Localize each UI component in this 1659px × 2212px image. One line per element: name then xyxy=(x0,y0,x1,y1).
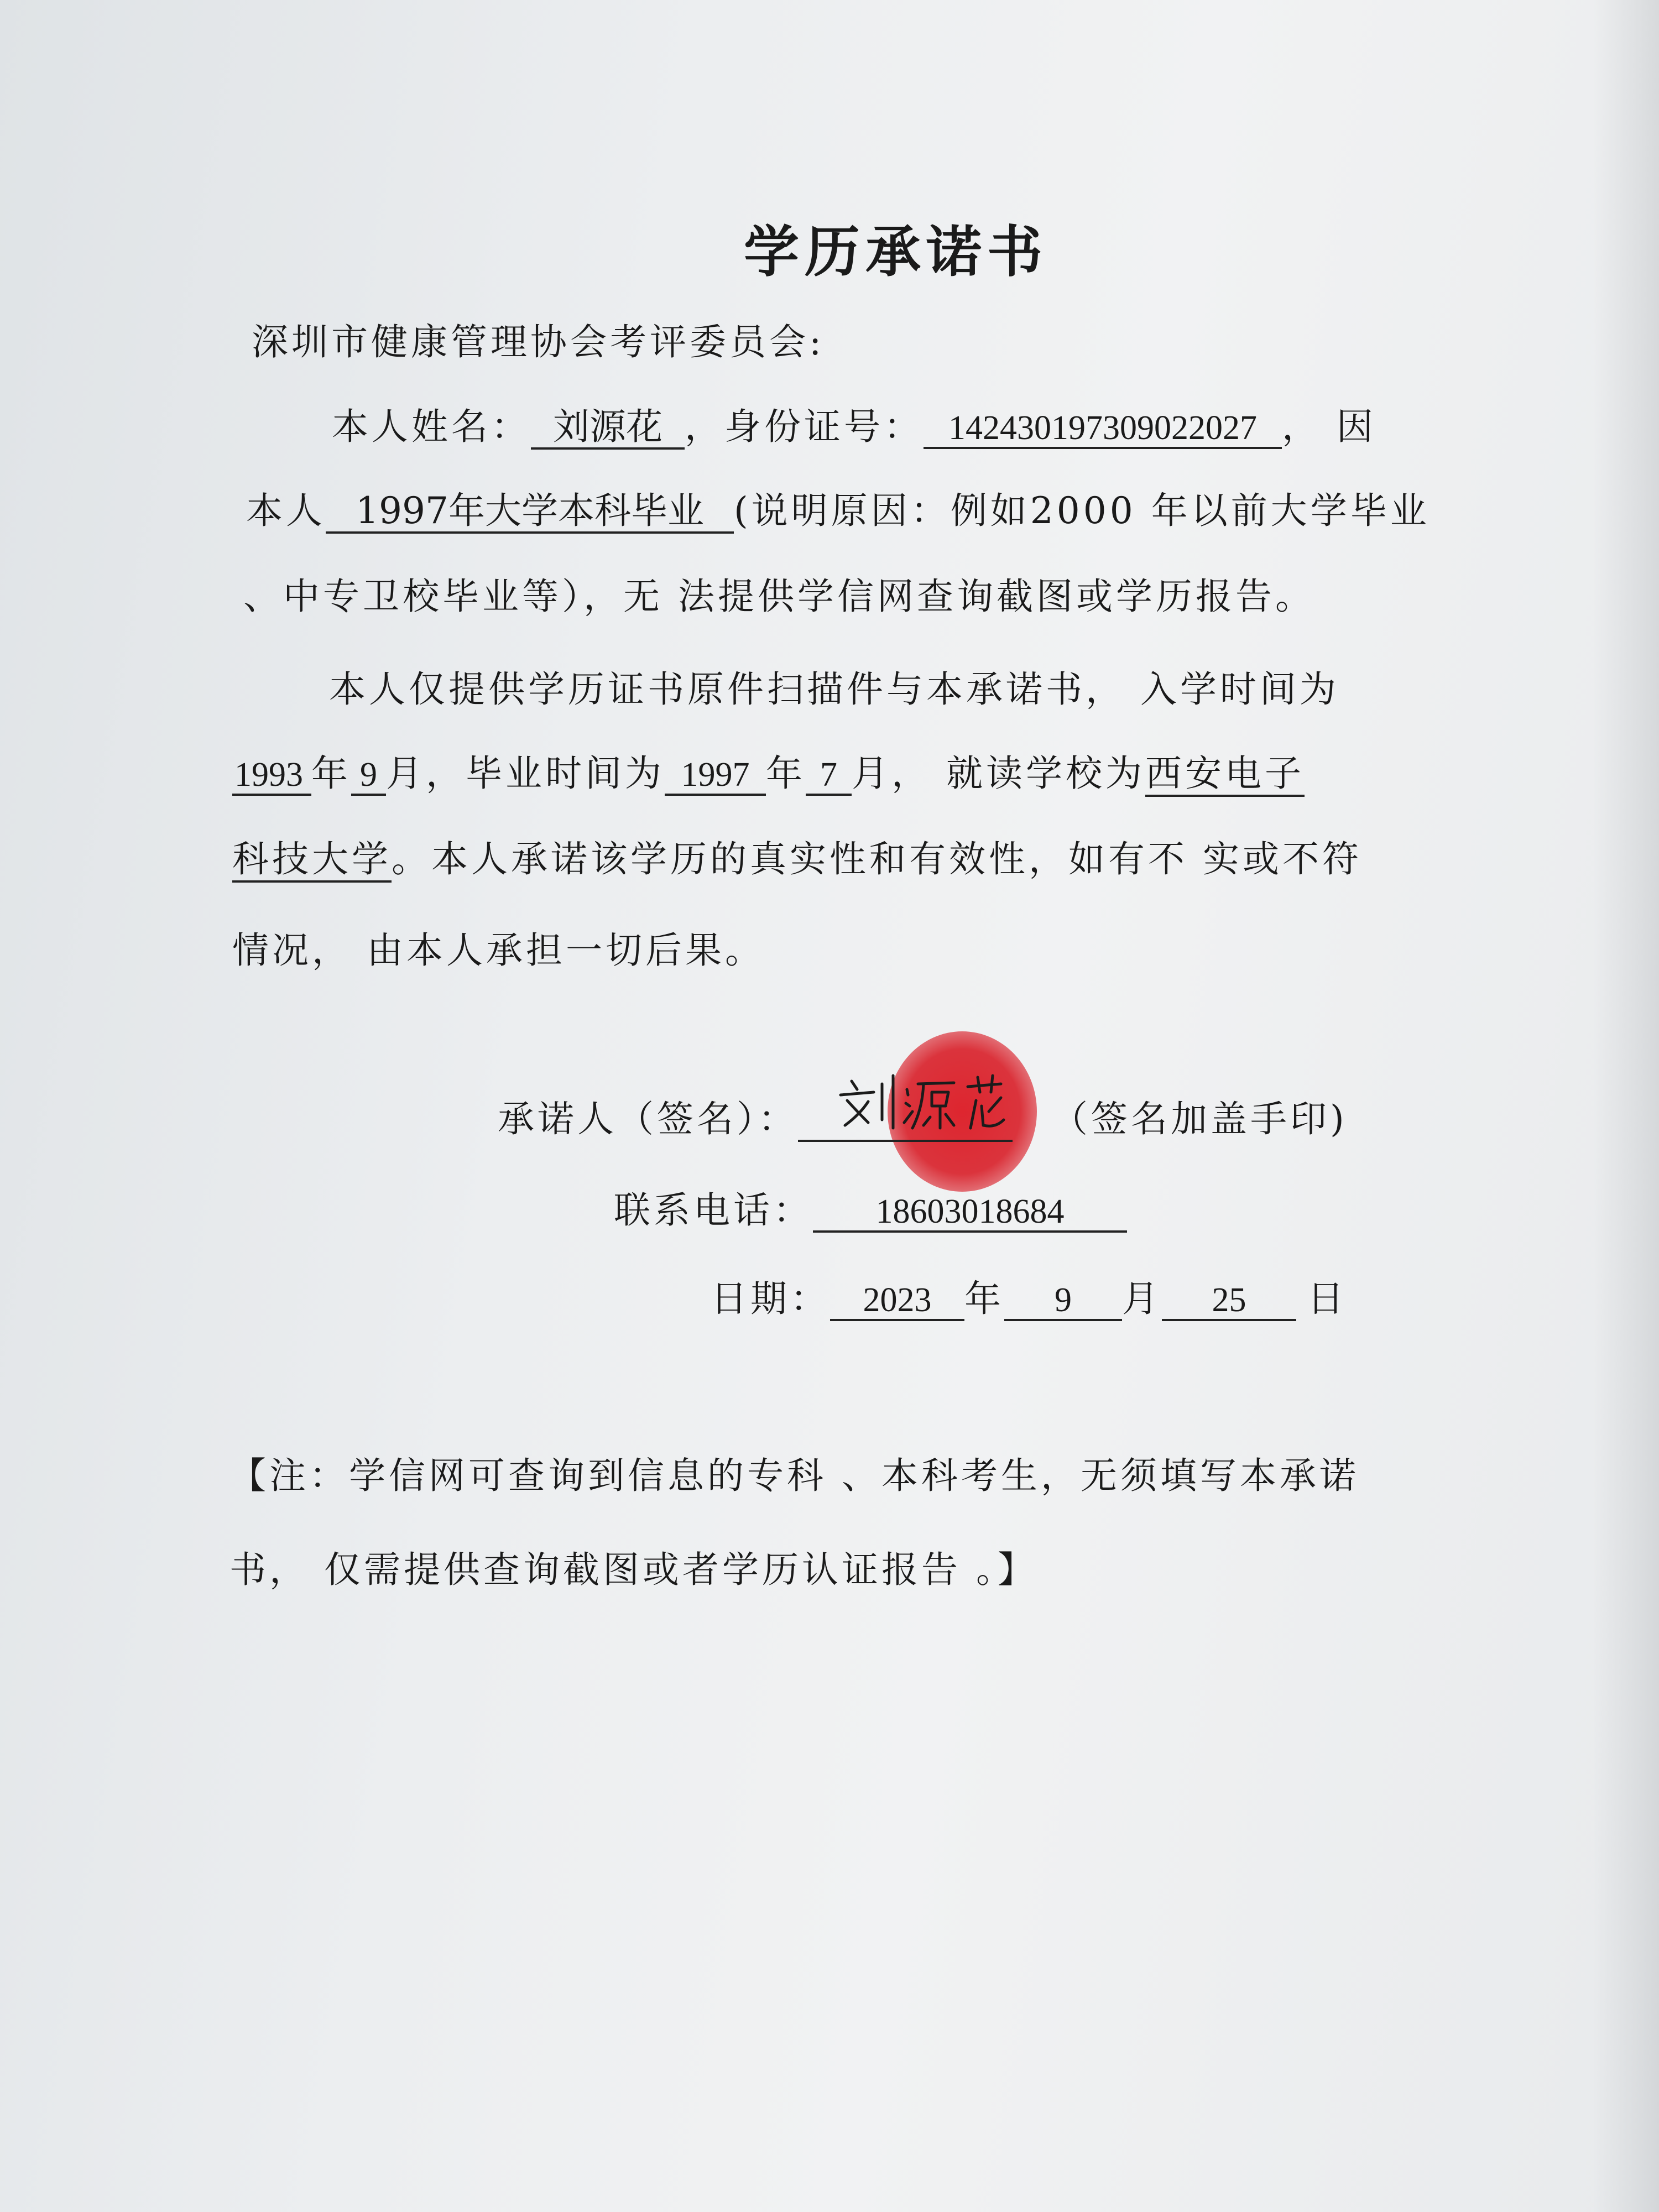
para2-line2 xyxy=(232,744,1305,796)
handwritten-signature xyxy=(835,1067,1034,1134)
school-field-part1: 西安电子 xyxy=(1145,752,1305,797)
reason-field: 1997年大学本科毕业 xyxy=(326,491,734,534)
id-number-field: 142430197309022027 xyxy=(924,409,1282,449)
grad-year-char: 年 xyxy=(766,752,806,795)
note-line1: 【注：学信网可查询到信息的专科 、本科考生，无须填写本承诺 xyxy=(229,1454,1359,1497)
para1-line1 xyxy=(332,397,1376,450)
name-field: 刘源花 xyxy=(531,407,685,450)
para1-line3: 、中专卫校毕业等），无 法提供学信网查询截图或学历报告。 xyxy=(243,575,1315,618)
enroll-month-field: 9 xyxy=(351,756,386,796)
grad-month-field: 7 xyxy=(806,756,852,796)
para2-line3-rest: 。本人承诺该学历的真实性和有效性，如有不 实或不符 xyxy=(392,838,1362,880)
enroll-year-field: 1993 xyxy=(232,756,311,796)
date-label: 日期： xyxy=(711,1277,830,1320)
para2-line1: 本人仅提供学历证书原件扫描件与本承诺书， 入学时间为 xyxy=(329,668,1339,711)
reason-text: (说明原因：例如2000 年以前大学毕业 xyxy=(734,489,1430,532)
page-edge-shadow xyxy=(1593,0,1659,2212)
para1-line2 xyxy=(246,481,1430,534)
id-suffix: ， 因 xyxy=(1282,405,1376,448)
signer-label: 承诺人（签名）： xyxy=(498,1098,798,1140)
name-label: 本人姓名： xyxy=(332,405,531,448)
grad-year-field: 1997 xyxy=(665,756,766,796)
date-day-char: 日 xyxy=(1307,1277,1347,1320)
note-line2: 书， 仅需提供查询截图或者学历认证报告 。】 xyxy=(229,1548,1037,1591)
school-field-part2: 科技大学 xyxy=(232,838,392,883)
grad-label: ，毕业时间为 xyxy=(426,752,665,795)
id-label: ，身份证号： xyxy=(685,405,924,448)
date-month-char: 月 xyxy=(1122,1277,1162,1320)
date-year-char: 年 xyxy=(964,1277,1004,1320)
school-label: ， 就读学校为 xyxy=(891,752,1145,795)
addressee: 深圳市健康管理协会考评委员会: xyxy=(252,321,825,363)
signer-note: （签名加盖手印) xyxy=(1051,1098,1348,1140)
phone-field: 18603018684 xyxy=(813,1193,1127,1233)
date-day-field: 25 xyxy=(1162,1281,1296,1321)
document-title: 学历承诺书 xyxy=(744,219,1048,284)
phone-line xyxy=(614,1181,1127,1233)
enroll-year-char: 年 xyxy=(311,752,351,795)
self-label: 本人 xyxy=(246,489,326,532)
grad-month-char: 月 xyxy=(852,752,891,795)
para2-line4: 情况， 由本人承担一切后果。 xyxy=(232,929,765,972)
phone-label: 联系电话： xyxy=(614,1189,813,1232)
date-month-field: 9 xyxy=(1004,1281,1122,1321)
para2-line3 xyxy=(232,830,1362,882)
date-line xyxy=(711,1269,1347,1322)
date-year-field: 2023 xyxy=(830,1281,964,1321)
enroll-month-char: 月 xyxy=(386,752,426,795)
